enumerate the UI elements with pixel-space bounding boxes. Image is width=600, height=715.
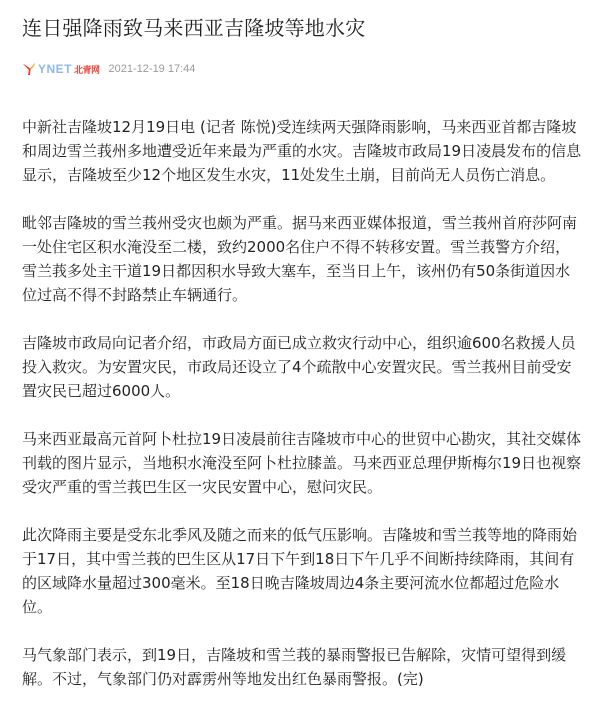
- article-body: [22, 115, 582, 715]
- article-meta: [22, 60, 195, 78]
- source-logo[interactable]: [22, 60, 100, 78]
- paragraph: 此次降雨主要是受东北季风及随之而来的低气压影响。吉隆坡和雪兰莪等地的降雨始于17日，其中雪兰莪的巴生区从17日下午到18日下午几乎不间断持续降雨，其间有的区域降水量超过300毫米。至18日晚吉隆坡周边4条主要河流水位都超过危险水位。: [22, 526, 578, 616]
- paragraph: 中新社吉隆坡12月19日电 (记者 陈悦)受连续两天强降雨影响，马来西亚首都吉隆坡和周边雪兰莪州多地遭受近年来最为严重的水灾。吉隆坡市政局19日凌晨发布的信息显示，吉隆坡至少12个地区发生水灾，11处发生土崩，目前尚无人员伤亡消息。: [22, 118, 582, 184]
- logo-text: YNET: [38, 62, 73, 76]
- logo-chinese-text: 北青网: [74, 65, 100, 76]
- article-title: 连日强降雨致马来西亚吉隆坡等地水灾: [22, 16, 366, 40]
- ynet-logo-icon: [22, 62, 36, 76]
- paragraph: 吉隆坡市政局向记者介绍，市政局方面已成立救灾行动中心，组织逾600名救援人员投入救灾。为安置灾民，市政局还设立了4个疏散中心安置灾民。雪兰莪州目前受安置灾民已超过6000人。: [22, 334, 576, 400]
- paragraph: 马气象部门表示，到19日，吉隆坡和雪兰莪的暴雨警报已告解除，灾情可望得到缓解。不过，气象部门仍对霹雳州等地发出红色暴雨警报。(完): [22, 646, 567, 688]
- paragraph: 马来西亚最高元首阿卜杜拉19日凌晨前往吉隆坡市中心的世贸中心勘灾，其社交媒体刊载的图片显示，当地积水淹没至阿卜杜拉膝盖。马来西亚总理伊斯梅尔19日也视察受灾严重的雪兰莪巴生区一灾民安置中心，慰问灾民。: [22, 430, 582, 496]
- paragraph: 毗邻吉隆坡的雪兰莪州受灾也颇为严重。据马来西亚媒体报道，雪兰莪州首府莎阿南一处住宅区积水淹没至二楼，致约2000名住户不得不转移安置。雪兰莪警方介绍，雪兰莪多处主干道19日都因积水导致大塞车，至当日上午，该州仍有50条街道因水位过高不得不封路禁止车辆通行。: [22, 214, 578, 304]
- publish-timestamp: 2021-12-19 17:44: [108, 63, 196, 75]
